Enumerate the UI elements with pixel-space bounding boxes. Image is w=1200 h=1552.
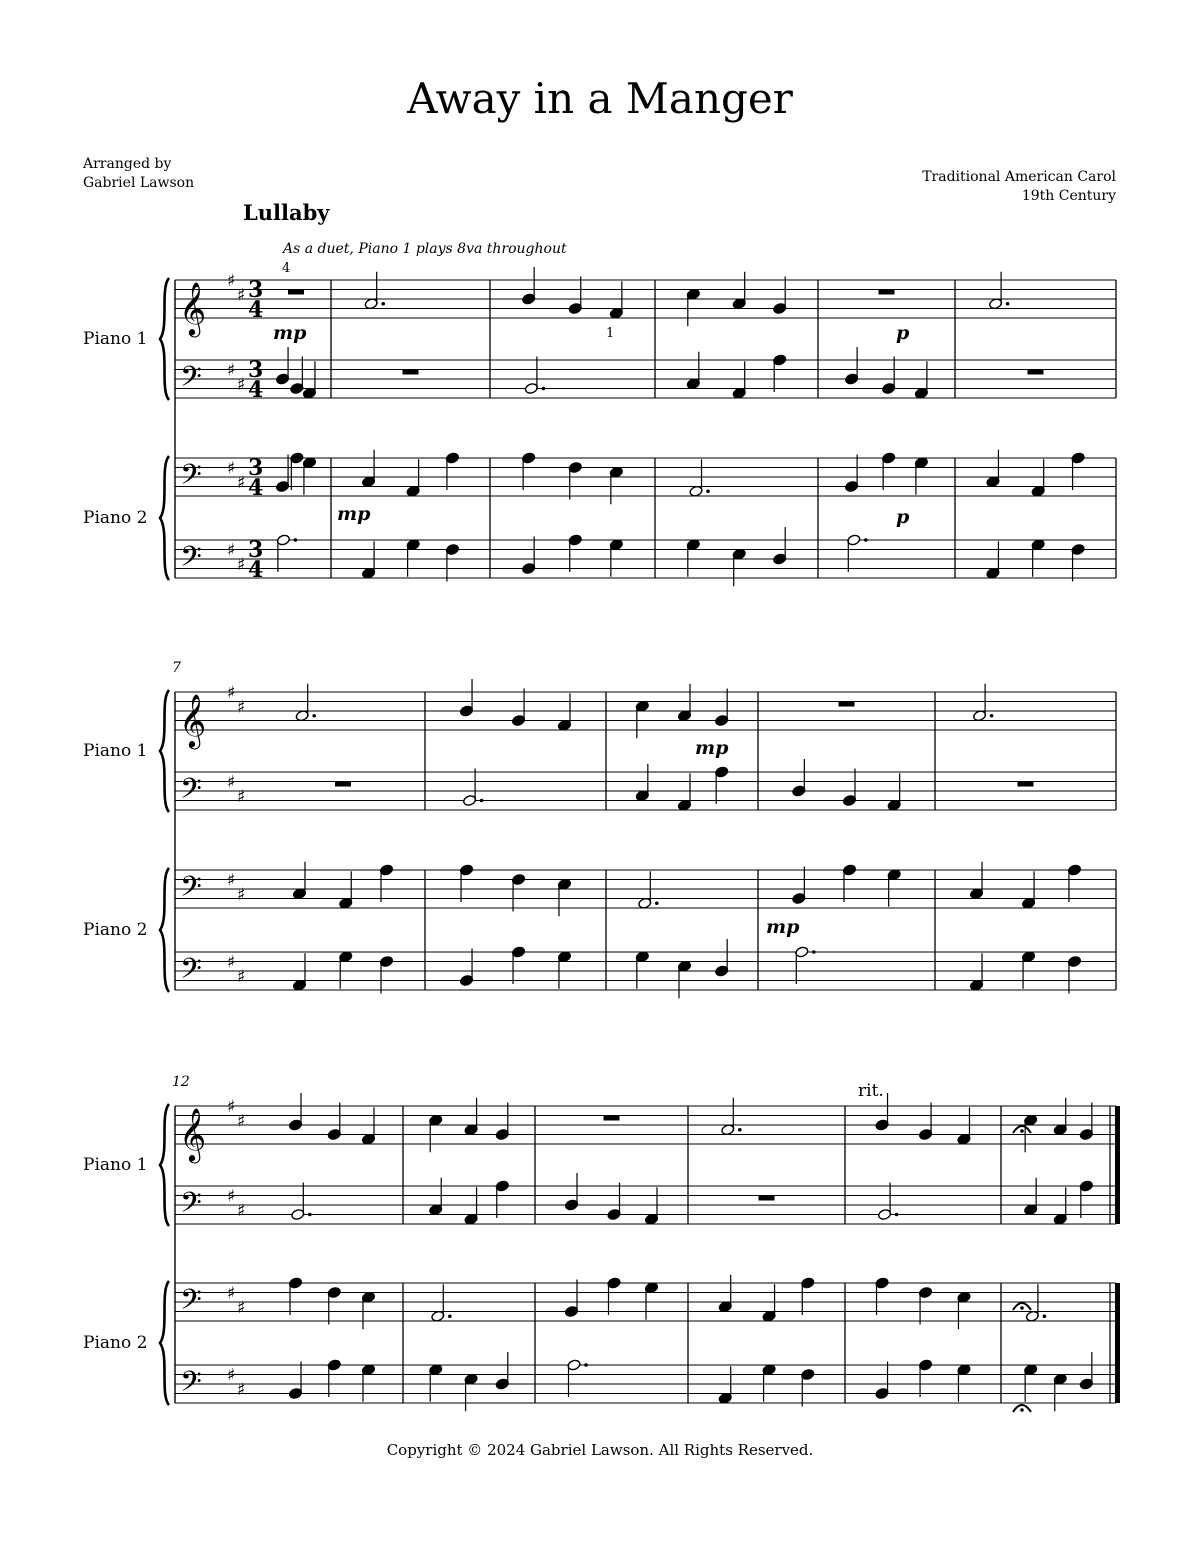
augmentation-dot: [1043, 1314, 1047, 1318]
measure-number: 7: [172, 660, 181, 676]
key-signature-sharp-icon: ♯: [237, 786, 246, 807]
augmentation-dot: [655, 901, 659, 905]
augmentation-dot: [312, 714, 316, 718]
fingering-number: 1: [606, 326, 615, 341]
key-signature-sharp-icon: ♯: [227, 683, 236, 703]
key-signature-sharp-icon: ♯: [237, 1379, 246, 1400]
augmentation-dot: [542, 387, 546, 391]
fermata-icon: [1020, 1129, 1024, 1133]
key-signature-sharp-icon: ♯: [227, 1283, 236, 1304]
augmentation-dot: [294, 538, 298, 542]
bass-clef-icon: 𝄢: [180, 540, 202, 581]
time-signature-denominator: 4: [248, 297, 264, 323]
time-signature-denominator: 4: [248, 557, 264, 583]
key-signature-sharp-icon: ♯: [237, 1297, 246, 1318]
time-signature-numerator: 3: [248, 357, 264, 383]
whole-rest-icon: [1018, 782, 1034, 787]
key-signature-sharp-icon: ♯: [237, 697, 246, 718]
augmentation-dot: [895, 1213, 899, 1217]
key-signature-sharp-icon: ♯: [227, 1365, 236, 1386]
treble-clef-icon: 𝄞: [179, 1107, 207, 1161]
treble-clef-icon: 𝄞: [179, 693, 207, 747]
performance-instruction: As a duet, Piano 1 plays 8va throughout: [283, 241, 567, 257]
augmentation-dot: [990, 714, 994, 718]
augmentation-dot: [308, 1213, 312, 1217]
instrument-label-piano-1: Piano 1: [83, 1155, 148, 1175]
composer-line-1: Traditional American Carol: [922, 169, 1116, 185]
grand-staff-brace: [160, 1104, 169, 1226]
instrument-label-piano-1: Piano 1: [83, 329, 148, 349]
whole-rest-icon: [288, 290, 304, 295]
augmentation-dot: [584, 1363, 588, 1367]
key-signature-sharp-icon: ♯: [227, 772, 236, 793]
augmentation-dot: [480, 799, 484, 803]
bass-clef-icon: 𝄢: [180, 360, 202, 401]
bass-clef-icon: 𝄢: [180, 1365, 202, 1406]
key-signature-sharp-icon: ♯: [237, 374, 246, 395]
instrument-label-piano-2: Piano 2: [83, 508, 148, 528]
whole-rest-icon: [759, 1196, 775, 1201]
final-barline: [1115, 1106, 1120, 1224]
fingering-number: 4: [282, 261, 291, 276]
dynamic-marking: p: [896, 506, 910, 528]
bass-clef-icon: 𝄢: [180, 1283, 202, 1324]
augmentation-dot: [738, 1128, 742, 1132]
whole-rest-icon: [403, 370, 419, 375]
arranger-name: Gabriel Lawson: [83, 175, 195, 191]
treble-clef-icon: 𝄞: [179, 281, 207, 335]
key-signature-sharp-icon: ♯: [237, 554, 246, 575]
key-signature-sharp-icon: ♯: [227, 540, 236, 561]
copyright-notice: Copyright © 2024 Gabriel Lawson. All Rights Reserved.: [386, 1441, 814, 1459]
dynamic-marking: mp: [695, 737, 729, 759]
measure-number: 12: [172, 1074, 190, 1090]
bass-clef-icon: 𝄢: [180, 1186, 202, 1227]
augmentation-dot: [812, 950, 816, 954]
augmentation-dot: [864, 538, 868, 542]
score-title: Away in a Manger: [407, 74, 793, 123]
grand-staff-brace: [160, 1281, 169, 1405]
whole-rest-icon: [839, 702, 855, 707]
composer-line-2: 19th Century: [1021, 188, 1116, 204]
dynamic-marking: mp: [273, 322, 307, 344]
key-signature-sharp-icon: ♯: [227, 360, 236, 381]
augmentation-dot: [706, 489, 710, 493]
whole-rest-icon: [335, 782, 351, 787]
final-barline: [1115, 1283, 1120, 1403]
whole-rest-icon: [1028, 370, 1044, 375]
dynamic-marking: mp: [766, 916, 800, 938]
augmentation-dot: [1006, 302, 1010, 306]
tempo-marking: Lullaby: [243, 200, 330, 225]
dynamic-marking: mp: [337, 503, 371, 525]
whole-rest-icon: [604, 1116, 620, 1121]
bass-clef-icon: 𝄢: [180, 458, 202, 499]
key-signature-sharp-icon: ♯: [227, 952, 236, 973]
time-signature-denominator: 4: [248, 377, 264, 403]
dynamic-marking: p: [896, 322, 910, 344]
augmentation-dot: [381, 302, 385, 306]
time-signature-numerator: 3: [248, 537, 264, 563]
grand-staff-brace: [160, 278, 169, 400]
fermata-icon: [1020, 1408, 1024, 1412]
whole-rest-icon: [879, 290, 895, 295]
key-signature-sharp-icon: ♯: [227, 271, 236, 291]
instrument-label-piano-1: Piano 1: [83, 741, 148, 761]
key-signature-sharp-icon: ♯: [237, 884, 246, 905]
instrument-label-piano-2: Piano 2: [83, 1333, 148, 1353]
key-signature-sharp-icon: ♯: [237, 285, 246, 306]
key-signature-sharp-icon: ♯: [237, 1200, 246, 1221]
bass-clef-icon: 𝄢: [180, 870, 202, 911]
fermata-icon: [1020, 1306, 1024, 1310]
key-signature-sharp-icon: ♯: [237, 1111, 246, 1132]
grand-staff-brace: [160, 690, 169, 812]
key-signature-sharp-icon: ♯: [237, 966, 246, 987]
key-signature-sharp-icon: ♯: [227, 458, 236, 479]
arranger-label: Arranged by: [83, 156, 172, 172]
key-signature-sharp-icon: ♯: [227, 1186, 236, 1207]
grand-staff-brace: [160, 868, 169, 992]
key-signature-sharp-icon: ♯: [227, 870, 236, 891]
time-signature-numerator: 3: [248, 455, 264, 481]
key-signature-sharp-icon: ♯: [237, 472, 246, 493]
bass-clef-icon: 𝄢: [180, 772, 202, 813]
time-signature-numerator: 3: [248, 277, 264, 303]
key-signature-sharp-icon: ♯: [227, 1097, 236, 1117]
ritardando-marking: rit.: [858, 1081, 884, 1101]
instrument-label-piano-2: Piano 2: [83, 920, 148, 940]
bass-clef-icon: 𝄢: [180, 952, 202, 993]
augmentation-dot: [448, 1314, 452, 1318]
grand-staff-brace: [160, 456, 169, 580]
time-signature-denominator: 4: [248, 475, 264, 501]
